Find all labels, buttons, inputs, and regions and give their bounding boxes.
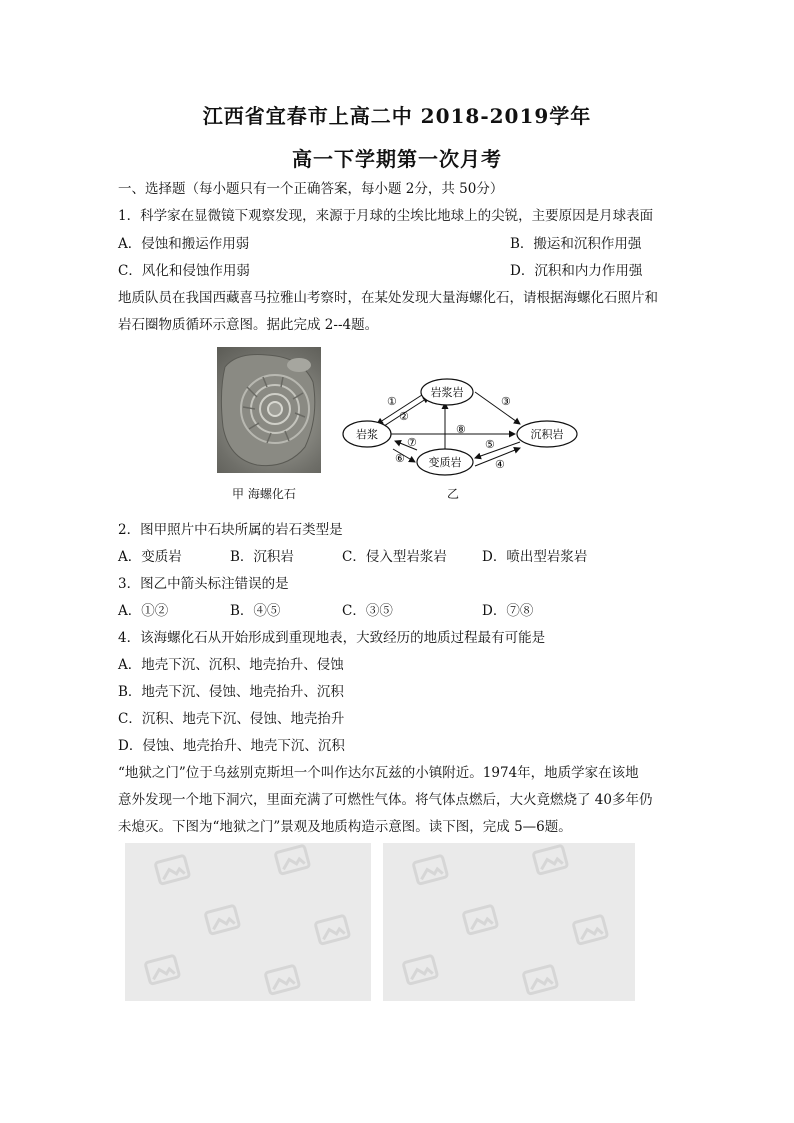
arrow-label-4: ④ xyxy=(495,458,505,471)
intro-5-6-line3: 未熄灭。下图为“地狱之门”景观及地质构造示意图。读下图，完成 5—6题。 xyxy=(118,819,572,835)
figure-caption-right: 乙 xyxy=(447,487,460,501)
question-1-option-a: A．侵蚀和搬运作用弱 xyxy=(118,236,250,252)
question-3-option-b: B．④⑤ xyxy=(230,603,281,619)
figure-caption-left: 甲 海螺化石 xyxy=(232,487,296,501)
exam-title: 江西省宜春市上高二中 2018-2019学年 xyxy=(202,104,592,128)
question-4-option-a: A．地壳下沉、沉积、地壳抬升、侵蚀 xyxy=(118,657,344,673)
question-3-option-a: A．①② xyxy=(118,603,169,619)
intro-2-4-line2: 岩石圈物质循环示意图。据此完成 2--4题。 xyxy=(118,317,379,333)
question-3-option-d: D．⑦⑧ xyxy=(482,603,534,619)
question-3-option-c: C．③⑤ xyxy=(342,603,393,619)
question-4-option-b: B．地壳下沉、侵蚀、地壳抬升、沉积 xyxy=(118,684,344,700)
question-1-option-c: C．风化和侵蚀作用弱 xyxy=(118,263,250,279)
question-3-stem: 3．图乙中箭头标注错误的是 xyxy=(118,576,289,592)
node-sedimentary-rock: 沉积岩 xyxy=(530,428,564,441)
rock-cycle-diagram xyxy=(335,372,585,477)
arrow-label-2: ② xyxy=(399,410,409,423)
intro-2-4-line1: 地质队员在我国西藏喜马拉雅山考察时，在某处发现大量海螺化石，请根据海螺化石照片和 xyxy=(118,290,658,306)
intro-5-6-line1: “地狱之门”位于乌兹别克斯坦一个叫作达尔瓦兹的小镇附近。1974年，地质学家在该地 xyxy=(118,765,639,781)
question-2-stem: 2．图甲照片中石块所属的岩石类型是 xyxy=(118,522,343,538)
question-1-option-d: D．沉积和内力作用强 xyxy=(510,263,643,279)
section-heading: 一、选择题（每小题只有一个正确答案，每小题 2分，共 50分） xyxy=(118,181,504,197)
question-1-option-b: B．搬运和沉积作用强 xyxy=(510,236,642,252)
node-magma-rock: 岩浆岩 xyxy=(430,386,464,399)
exam-subtitle: 高一下学期第一次月考 xyxy=(292,147,502,171)
node-metamorphic-rock: 变质岩 xyxy=(428,456,462,469)
question-2-option-c: C．侵入型岩浆岩 xyxy=(342,549,447,565)
node-magma: 岩浆 xyxy=(356,428,378,441)
arrow-label-8: ⑧ xyxy=(456,423,466,436)
question-4-stem: 4．该海螺化石从开始形成到重现地表，大致经历的地质过程最有可能是 xyxy=(118,630,546,646)
question-1-stem: 1．科学家在显微镜下观察发现，来源于月球的尘埃比地球上的尖锐，主要原因是月球表面 xyxy=(118,208,654,224)
question-2-option-b: B．沉积岩 xyxy=(230,549,294,565)
intro-5-6-line2: 意外发现一个地下洞穴，里面充满了可燃性气体。将气体点燃后，大火竟燃烧了 40多年仍 xyxy=(118,792,653,808)
question-4-option-d: D．侵蚀、地壳抬升、地壳下沉、沉积 xyxy=(118,738,345,754)
question-2-option-a: A．变质岩 xyxy=(118,549,182,565)
arrow-label-6: ⑥ xyxy=(395,452,405,465)
image-placeholder-right xyxy=(383,843,635,1001)
arrow-label-5: ⑤ xyxy=(485,438,495,451)
question-4-option-c: C．沉积、地壳下沉、侵蚀、地壳抬升 xyxy=(118,711,345,727)
question-2-option-d: D．喷出型岩浆岩 xyxy=(482,549,588,565)
arrow-label-1: ① xyxy=(387,395,397,408)
image-placeholder-left xyxy=(125,843,371,1001)
snail-fossil-photo xyxy=(217,347,321,473)
arrow-label-7: ⑦ xyxy=(407,436,417,449)
arrow-label-3: ③ xyxy=(501,395,511,408)
